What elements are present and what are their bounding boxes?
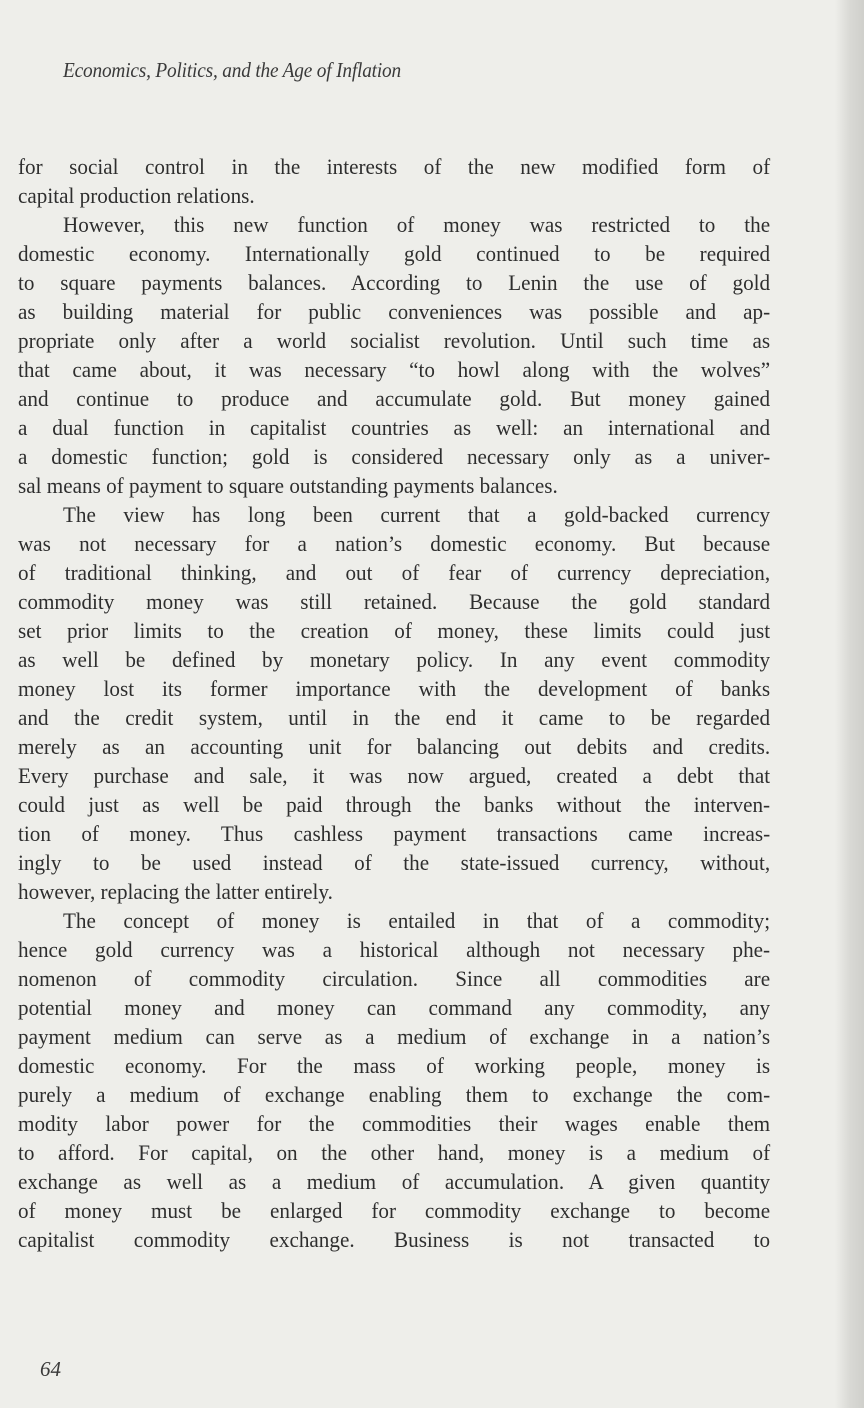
text-line xyxy=(18,848,770,877)
text-line xyxy=(18,703,770,732)
line-text: and continue to produce and accumulate gold. But money gained xyxy=(18,386,771,411)
line-text: purely a medium of exchange enabling them to exchange the com- xyxy=(18,1082,771,1107)
text-line xyxy=(18,268,770,297)
line-text: domestic economy. Internationally gold continued to be required xyxy=(18,241,771,266)
line-text: exchange as well as a medium of accumulation. A given quantity xyxy=(18,1169,771,1194)
line-text: a dual function in capitalist countries as well: an international and xyxy=(18,415,771,440)
text-line xyxy=(18,587,770,616)
text-line xyxy=(18,790,770,819)
line-text: tion of money. Thus cashless payment transactions came increas- xyxy=(18,821,771,846)
text-line xyxy=(18,413,770,442)
text-line xyxy=(18,1051,770,1080)
text-line xyxy=(18,1022,770,1051)
paragraph-first-line xyxy=(18,906,770,935)
body-text xyxy=(18,152,770,1254)
line-text: to afford. For capital, on the other hand, money is a medium of xyxy=(18,1140,771,1165)
line-text: ingly to be used instead of the state-issued currency, without, xyxy=(18,850,771,875)
line-text: capitalist commodity exchange. Business is not transacted to xyxy=(18,1227,771,1252)
line-text: nomenon of commodity circulation. Since all commodities are xyxy=(18,966,771,991)
text-line xyxy=(18,761,770,790)
line-text: potential money and money can command any commodity, any xyxy=(18,995,771,1020)
line-text: that came about, it was necessary “to howl along with the wolves” xyxy=(18,357,771,382)
text-line xyxy=(18,558,770,587)
text-line xyxy=(18,442,770,471)
text-line xyxy=(18,529,770,558)
line-text: could just as well be paid through the banks without the interven- xyxy=(18,792,771,817)
text-line xyxy=(18,1167,770,1196)
text-line xyxy=(18,819,770,848)
text-line xyxy=(18,1225,770,1254)
line-text: as well be defined by monetary policy. In any event commodity xyxy=(18,647,771,672)
text-line xyxy=(18,1138,770,1167)
line-text: payment medium can serve as a medium of exchange in a nation’s xyxy=(18,1024,771,1049)
line-text: The view has long been current that a gold-backed currency xyxy=(63,502,771,527)
line-text: as building material for public conveniences was possible and ap- xyxy=(18,299,771,324)
line-text: money lost its former importance with the development of banks xyxy=(18,676,771,701)
line-text: set prior limits to the creation of money, these limits could just xyxy=(18,618,771,643)
line-text: commodity money was still retained. Because the gold standard xyxy=(18,589,771,614)
line-text: However, this new function of money was restricted to the xyxy=(63,212,771,237)
text-line xyxy=(18,384,770,413)
text-line xyxy=(18,645,770,674)
text-line xyxy=(18,355,770,384)
line-text: however, replacing the latter entirely. xyxy=(18,879,333,904)
text-line xyxy=(18,616,770,645)
line-text: merely as an accounting unit for balancing out debits and credits. xyxy=(18,734,771,759)
line-text: The concept of money is entailed in that of a commodity; xyxy=(63,908,771,933)
paragraph-first-line xyxy=(18,210,770,239)
text-line xyxy=(18,326,770,355)
line-text: sal means of payment to square outstanding payments balances. xyxy=(18,473,558,498)
text-line xyxy=(18,993,770,1022)
text-line xyxy=(18,181,770,210)
line-text: was not necessary for a nation’s domestic economy. But because xyxy=(18,531,771,556)
text-line xyxy=(18,674,770,703)
line-text: propriate only after a world socialist revolution. Until such time as xyxy=(18,328,771,353)
line-text: capital production relations. xyxy=(18,183,255,208)
line-text: a domestic function; gold is considered necessary only as a univer- xyxy=(18,444,771,469)
running-head: Economics, Politics, and the Age of Inflation xyxy=(63,58,401,82)
line-text: modity labor power for the commodities their wages enable them xyxy=(18,1111,771,1136)
page-number: 64 xyxy=(40,1357,61,1381)
line-text: and the credit system, until in the end it came to be regarded xyxy=(18,705,771,730)
line-text: of money must be enlarged for commodity exchange to become xyxy=(18,1198,771,1223)
paragraph-first-line xyxy=(18,500,770,529)
text-line xyxy=(18,152,770,181)
line-text: for social control in the interests of the new modified form of xyxy=(18,154,771,179)
text-line xyxy=(18,935,770,964)
line-text: Every purchase and sale, it was now argued, created a debt that xyxy=(18,763,771,788)
text-line xyxy=(18,471,770,500)
text-line xyxy=(18,1196,770,1225)
line-text: of traditional thinking, and out of fear of currency depreciation, xyxy=(18,560,771,585)
text-line xyxy=(18,732,770,761)
text-line xyxy=(18,877,770,906)
text-line xyxy=(18,297,770,326)
text-line xyxy=(18,964,770,993)
line-text: domestic economy. For the mass of working people, money is xyxy=(18,1053,771,1078)
text-line xyxy=(18,239,770,268)
text-line xyxy=(18,1109,770,1138)
line-text: to square payments balances. According to Lenin the use of gold xyxy=(18,270,771,295)
line-text: hence gold currency was a historical although not necessary phe- xyxy=(18,937,771,962)
text-line xyxy=(18,1080,770,1109)
